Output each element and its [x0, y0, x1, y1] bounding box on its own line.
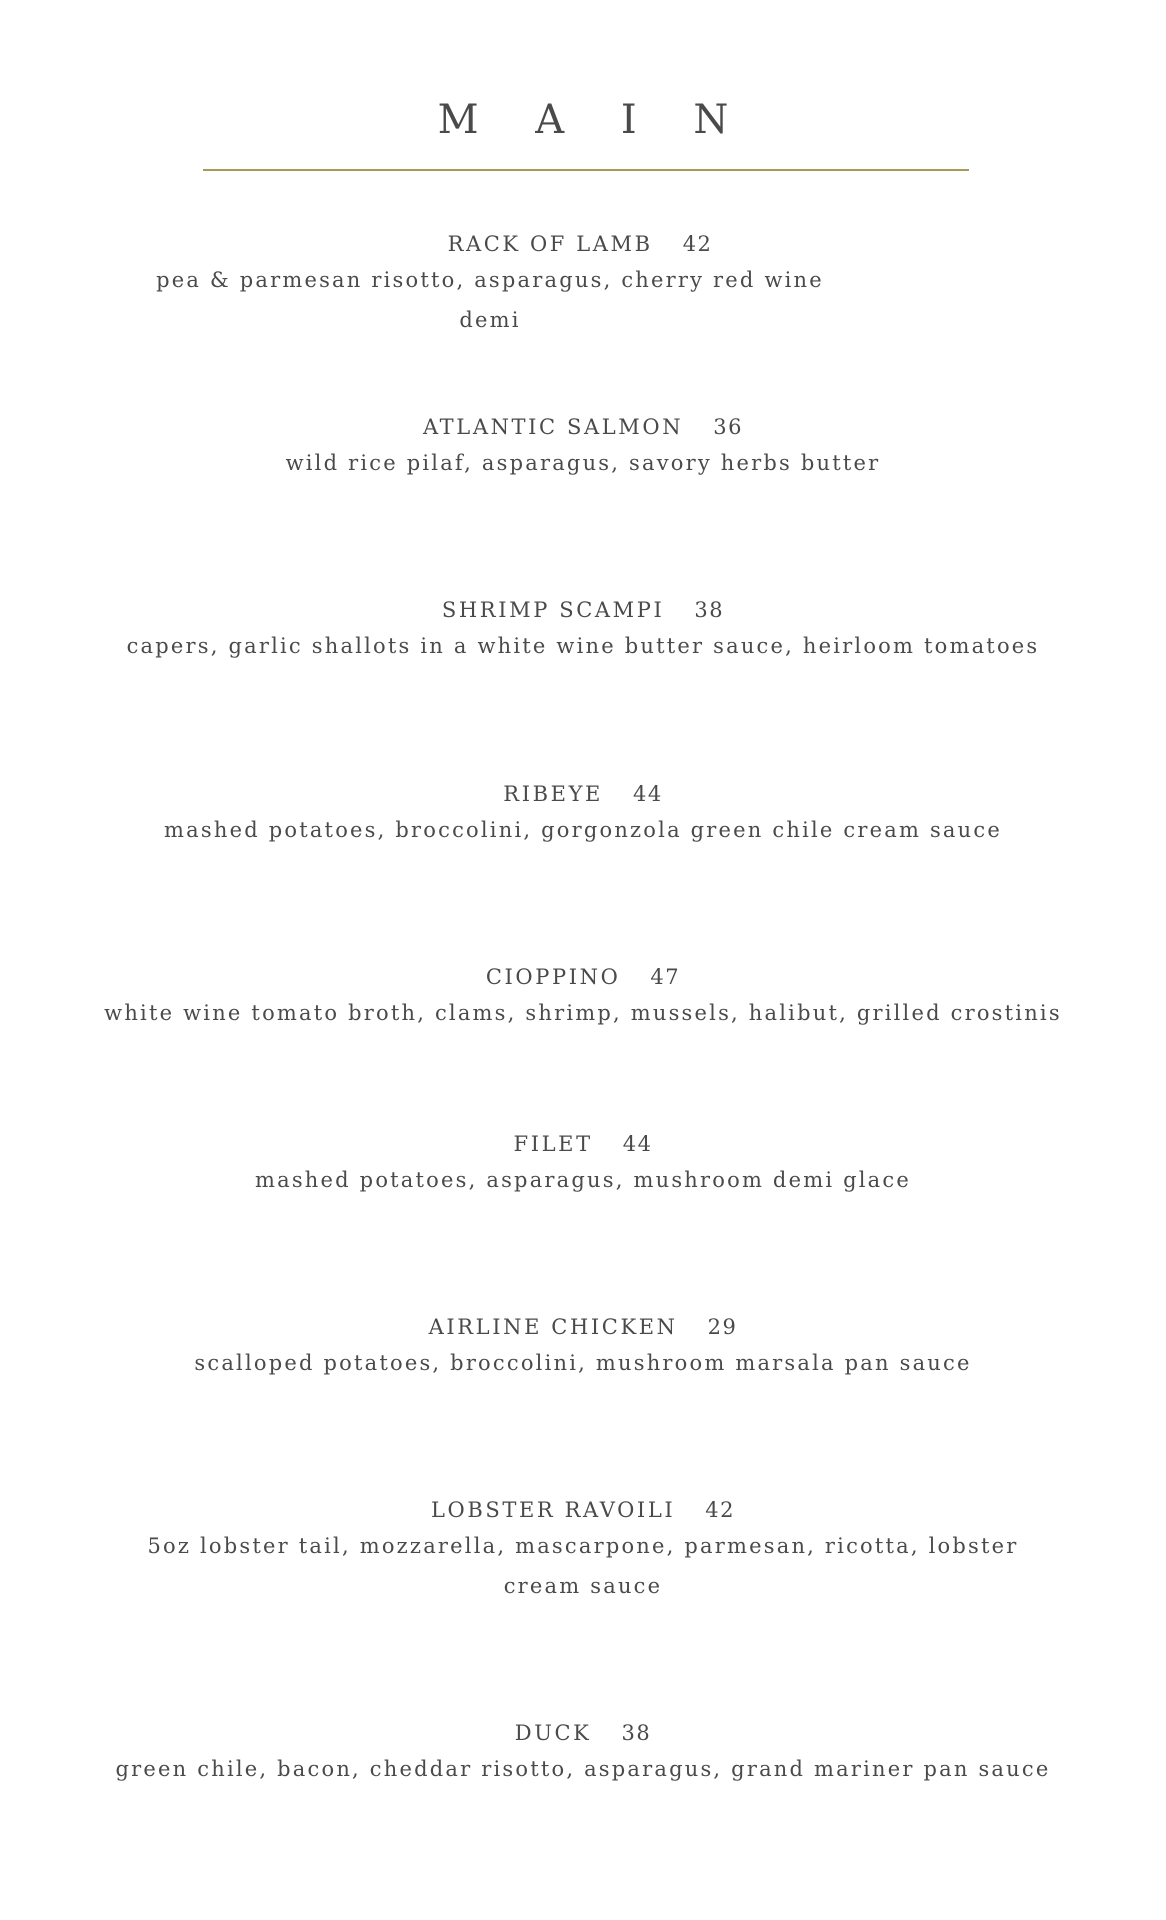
item-heading: [130, 1494, 1036, 1526]
menu-item-shrimp-scampi: [0, 594, 1166, 666]
item-name: SHRIMP SCAMPI: [441, 598, 665, 622]
item-description: capers, garlic shallots in a white wine butter sauce, heirloom tomatoes: [126, 634, 1040, 658]
item-heading: [0, 961, 1166, 993]
item-description: mashed potatoes, asparagus, mushroom demi glace: [255, 1168, 911, 1192]
menu-item-atlantic-salmon: [0, 411, 1166, 483]
item-price: 36: [713, 415, 743, 439]
item-description: 5oz lobster tail, mozzarella, mascarpone, parmesan, ricotta, lobster cream sauce: [147, 1534, 1019, 1598]
item-heading: [0, 411, 1166, 443]
menu-item-rack-of-lamb: [130, 228, 850, 340]
item-description: mashed potatoes, broccolini, gorgonzola green chile cream sauce: [164, 818, 1002, 842]
item-description: scalloped potatoes, broccolini, mushroom marsala pan sauce: [194, 1351, 972, 1375]
item-name: FILET: [513, 1132, 593, 1156]
item-description: green chile, bacon, cheddar risotto, asparagus, grand mariner pan sauce: [115, 1757, 1051, 1781]
item-name: AIRLINE CHICKEN: [428, 1315, 678, 1339]
item-price: 42: [682, 232, 713, 256]
menu-item-airline-chicken: [0, 1311, 1166, 1383]
item-description: wild rice pilaf, asparagus, savory herbs butter: [285, 451, 881, 475]
title-divider: [203, 169, 969, 171]
menu-item-ribeye: [0, 778, 1166, 850]
item-heading: [0, 1717, 1166, 1749]
menu-item-lobster-ravoili: [130, 1494, 1036, 1606]
item-heading: [0, 778, 1166, 810]
item-price: 47: [650, 965, 681, 989]
item-name: RACK OF LAMB: [447, 232, 653, 256]
item-price: 29: [707, 1315, 738, 1339]
item-name: DUCK: [514, 1721, 592, 1745]
item-name: LOBSTER RAVOILI: [430, 1498, 676, 1522]
item-price: 38: [621, 1721, 652, 1745]
item-heading: [130, 228, 850, 260]
item-price: 38: [694, 598, 725, 622]
item-heading: [0, 1128, 1166, 1160]
item-description: white wine tomato broth, clams, shrimp, mussels, halibut, grilled crostinis: [104, 1001, 1062, 1025]
menu-item-filet: [0, 1128, 1166, 1200]
item-price: 44: [632, 782, 663, 806]
item-price: 44: [622, 1132, 653, 1156]
item-heading: [0, 1311, 1166, 1343]
item-price: 42: [705, 1498, 736, 1522]
item-name: ATLANTIC SALMON: [423, 415, 684, 439]
menu-title: M A I N: [437, 97, 751, 143]
item-heading: [0, 594, 1166, 626]
menu-item-cioppino: [0, 961, 1166, 1033]
item-name: RIBEYE: [503, 782, 603, 806]
item-description: pea & parmesan risotto, asparagus, cherry red wine demi: [156, 268, 824, 332]
item-name: CIOPPINO: [485, 965, 621, 989]
menu-item-duck: [0, 1717, 1166, 1789]
